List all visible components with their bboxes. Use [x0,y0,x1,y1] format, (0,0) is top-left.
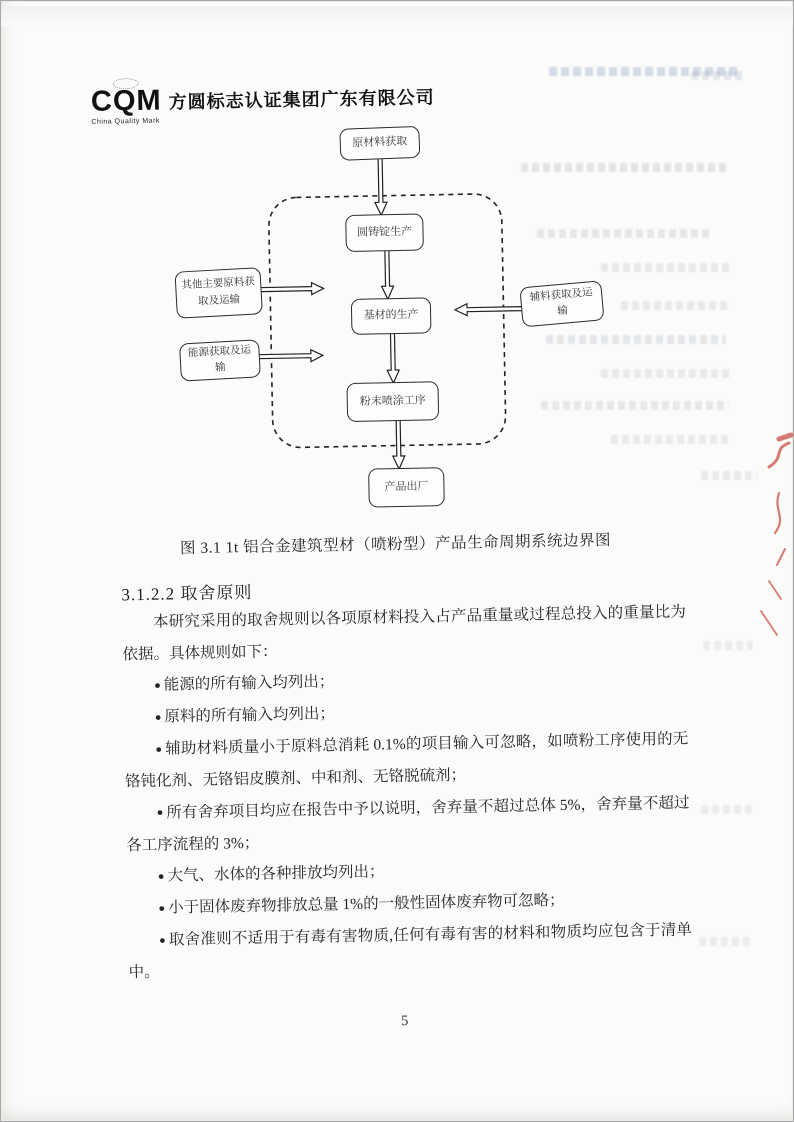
flowchart-node-auxiliary: 辅料获取及运输 [519,280,604,327]
bullet-item: ● 辅助材料质量小于原料总消耗 0.1%的项目输入可忽略，如喷粉工序使用的无铬钝化剂、无铬铝皮膜剂、中和剂、无铬脱硫剂； [124,724,689,798]
flowchart-node-base-material: 基材的生产 [351,297,432,335]
section-heading: 3.1.2.2 取舍原则 [121,582,253,605]
arrow-right-icon [258,347,324,364]
flowchart-node-raw-material: 原材料获取 [339,126,420,161]
arrow-down-icon [378,250,397,300]
arrow-down-icon [389,420,408,470]
cqm-logo-text: CQM [90,84,162,118]
bullet-item: ● 能源的所有输入均列出； [123,660,688,703]
flowchart-node-product-shipment: 产品出厂 [368,467,445,507]
figure-caption: 图 3.1 1t 铝合金建筑型材（喷粉型）产品生命周期系统边界图 [179,531,612,558]
arrow-down-icon [383,333,402,384]
page-number: 5 [400,1012,409,1030]
arrow-down-icon [371,158,390,216]
arrow-left-icon [453,301,523,318]
section-body [122,597,693,989]
bullet-item: ● 原料的所有输入均列出； [124,692,689,735]
flowchart-node-energy: 能源获取及运输 [179,339,261,381]
flowchart-node-ingot: 圆铸锭生产 [345,213,424,251]
bullet-item: ● 大气、水体的各种排放均列出； [127,850,692,893]
cqm-logo-tagline: China Quality Mark [91,117,160,126]
bullet-item: ● 所有舍弃项目均应在报告中予以说明，舍弃量不超过总体 5%，舍弃量不超过各工序流程的 3%； [125,787,690,861]
section-intro: 本研究采用的取舍规则以各项原材料投入占产品重量或过程总投入的重量比为依据。具体规则如下： [122,603,687,663]
bullet-item: ● 取舍准则不适用于有毒有害物质,任何有毒有害的材料和物质均应包含于清单中。 [128,914,693,988]
flowchart-node-other-materials: 其他主要原料获取及运输 [174,267,262,319]
flowchart-node-powder-coating: 粉末喷涂工序 [346,381,439,422]
bullet-item: ● 小于固体废弃物排放总量 1%的一般性固体废弃物可忽略； [127,882,692,925]
arrow-right-icon [256,280,324,297]
company-name: 方圆标志认证集团广东有限公司 [168,87,435,113]
